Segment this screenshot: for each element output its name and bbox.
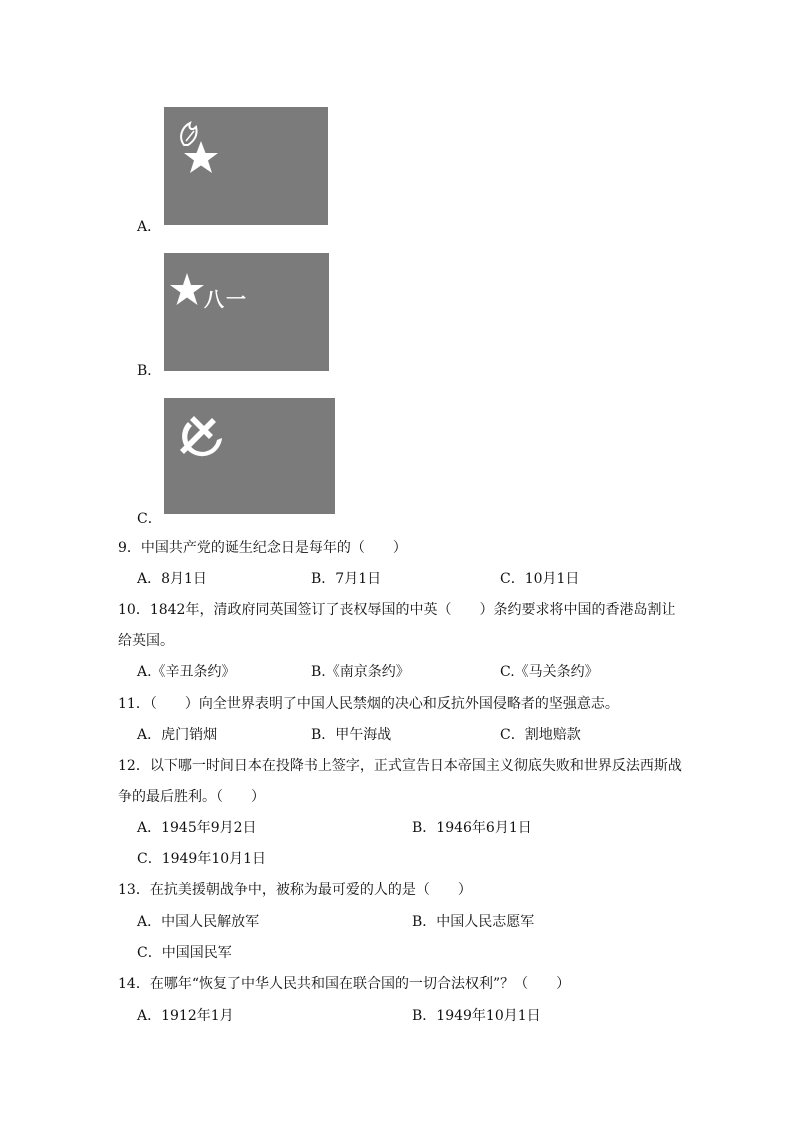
option-b[interactable]: B．7月1日 xyxy=(311,571,382,587)
option-b[interactable]: B．1946年6月1日 xyxy=(412,820,532,836)
question-13 xyxy=(118,880,472,900)
question-text: 在抗美援朝战争中，被称为最可爱的人的是（ ） xyxy=(149,882,472,898)
option-c[interactable]: C．1949年10月1日 xyxy=(137,851,267,867)
question-number: 9． xyxy=(118,540,141,556)
question-text: 在哪年“恢复了中华人民共和国在联合国的一切合法权利”？（ ） xyxy=(149,976,571,992)
option-a[interactable]: A.《辛丑条约》 xyxy=(137,664,236,680)
question-number: 10． xyxy=(118,602,150,618)
flag-image-b xyxy=(164,253,329,371)
question-12 xyxy=(118,756,682,776)
flag-option-c-label[interactable]: C． xyxy=(137,511,162,527)
youth-league-flag-icon xyxy=(164,107,328,225)
option-a[interactable]: A．1945年9月2日 xyxy=(137,820,257,836)
question-14 xyxy=(118,974,570,994)
option-c[interactable]: C．中国国民军 xyxy=(137,945,232,961)
question-11 xyxy=(118,694,619,714)
option-b[interactable]: B．中国人民志愿军 xyxy=(412,914,535,930)
question-text: （ ）向全世界表明了中国人民禁烟的决心和反抗外国侵略者的坚强意志。 xyxy=(149,696,619,712)
flag-image-a xyxy=(164,107,328,225)
option-c[interactable]: C．割地赔款 xyxy=(500,727,581,743)
question-10 xyxy=(118,600,675,620)
army-flag-text: 八一 xyxy=(204,287,248,311)
party-flag-icon xyxy=(164,398,335,514)
question-number: 12． xyxy=(118,758,150,774)
option-a[interactable]: A．中国人民解放军 xyxy=(137,914,260,930)
question-number: 13． xyxy=(118,882,150,898)
question-number: 14． xyxy=(118,976,150,992)
flag-option-b-label[interactable]: B． xyxy=(137,363,162,379)
option-c[interactable]: C.《马关条约》 xyxy=(500,664,599,680)
option-a[interactable]: A．1912年1月 xyxy=(137,1008,234,1024)
option-b[interactable]: B．甲午海战 xyxy=(311,727,392,743)
flag-image-c xyxy=(164,398,335,514)
question-text: 中国共产党的诞生纪念日是每年的（ ） xyxy=(140,540,407,556)
option-b[interactable]: B．1949年10月1日 xyxy=(412,1008,541,1024)
flag-option-a-label[interactable]: A． xyxy=(137,219,162,235)
question-10-line-2: 给英国。 xyxy=(118,633,174,649)
option-b[interactable]: B.《南京条约》 xyxy=(311,664,410,680)
question-12-line-2: 争的最后胜利。（ ） xyxy=(118,789,265,805)
question-number: 11． xyxy=(118,696,150,712)
option-c[interactable]: C．10月1日 xyxy=(500,571,580,587)
question-9 xyxy=(118,538,407,558)
option-a[interactable]: A．8月1日 xyxy=(137,571,207,587)
question-text: 以下哪一时间日本在投降书上签字，正式宣告日本帝国主义彻底失败和世界反法西斯战 xyxy=(149,758,682,774)
question-text: 1842年，清政府同英国签订了丧权辱国的中英（ ）条约要求将中国的香港岛割让 xyxy=(149,602,676,618)
army-flag-icon xyxy=(164,253,329,371)
option-a[interactable]: A．虎门销烟 xyxy=(137,727,218,743)
